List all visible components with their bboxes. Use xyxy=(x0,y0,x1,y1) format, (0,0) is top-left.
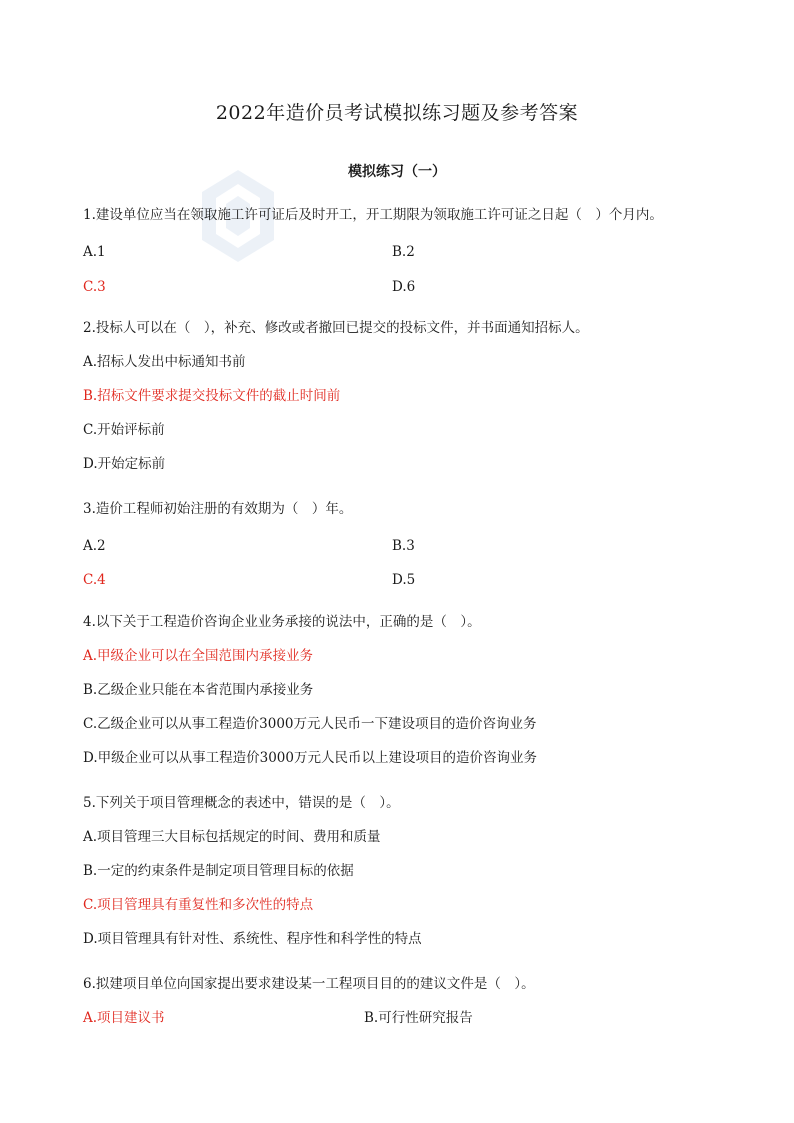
question-3-option-c: C.4 xyxy=(83,572,106,588)
question-2-option-d: D.开始定标前 xyxy=(83,456,166,472)
question-4-option-d: D.甲级企业可以从事工程造价3000万元人民币以上建设项目的造价咨询业务 xyxy=(83,750,537,766)
question-6-option-b: B.可行性研究报告 xyxy=(364,1010,473,1026)
question-5-option-a: A.项目管理三大目标包括规定的时间、费用和质量 xyxy=(83,829,381,845)
question-4-option-c: C.乙级企业可以从事工程造价3000万元人民币一下建设项目的造价咨询业务 xyxy=(83,716,537,732)
question-6-stem: 6.拟建项目单位向国家提出要求建设某一工程项目目的的建议文件是（ ）。 xyxy=(83,976,535,992)
question-3-option-b: B.3 xyxy=(392,538,415,554)
question-5-stem: 5.下列关于项目管理概念的表述中，错误的是（ ）。 xyxy=(83,795,400,811)
question-4-stem: 4.以下关于工程造价咨询企业业务承接的说法中，正确的是（ ）。 xyxy=(83,614,481,630)
document-title: 2022年造价员考试模拟练习题及参考答案 xyxy=(215,102,579,124)
question-2-stem: 2.投标人可以在（ ），补充、修改或者撤回已提交的投标文件，并书面通知招标人。 xyxy=(83,320,589,336)
question-3-stem: 3.造价工程师初始注册的有效期为（ ）年。 xyxy=(83,501,353,517)
section-heading: 模拟练习（一） xyxy=(348,164,446,180)
question-2-option-b: B.招标文件要求提交投标文件的截止时间前 xyxy=(83,388,341,404)
question-1-option-b: B.2 xyxy=(392,244,415,260)
question-4-option-b: B.乙级企业只能在本省范围内承接业务 xyxy=(83,682,314,698)
question-2-option-c: C.开始评标前 xyxy=(83,422,165,438)
question-5-option-b: B.一定的约束条件是制定项目管理目标的依据 xyxy=(83,863,354,879)
question-1-option-c: C.3 xyxy=(83,279,106,295)
question-2-option-a: A.招标人发出中标通知书前 xyxy=(83,354,246,370)
question-3-option-a: A.2 xyxy=(83,538,106,554)
question-6-option-a: A.项目建议书 xyxy=(83,1010,165,1026)
question-1-option-d: D.6 xyxy=(392,279,416,295)
question-5-option-c: C.项目管理具有重复性和多次性的特点 xyxy=(83,897,314,913)
question-4-option-a: A.甲级企业可以在全国范围内承接业务 xyxy=(83,648,314,664)
question-5-option-d: D.项目管理具有针对性、系统性、程序性和科学性的特点 xyxy=(83,931,422,947)
question-1-stem: 1.建设单位应当在领取施工许可证后及时开工，开工期限为领取施工许可证之日起（ ）个月内。 xyxy=(83,207,663,223)
question-1-option-a: A.1 xyxy=(83,244,106,260)
question-3-option-d: D.5 xyxy=(392,572,416,588)
